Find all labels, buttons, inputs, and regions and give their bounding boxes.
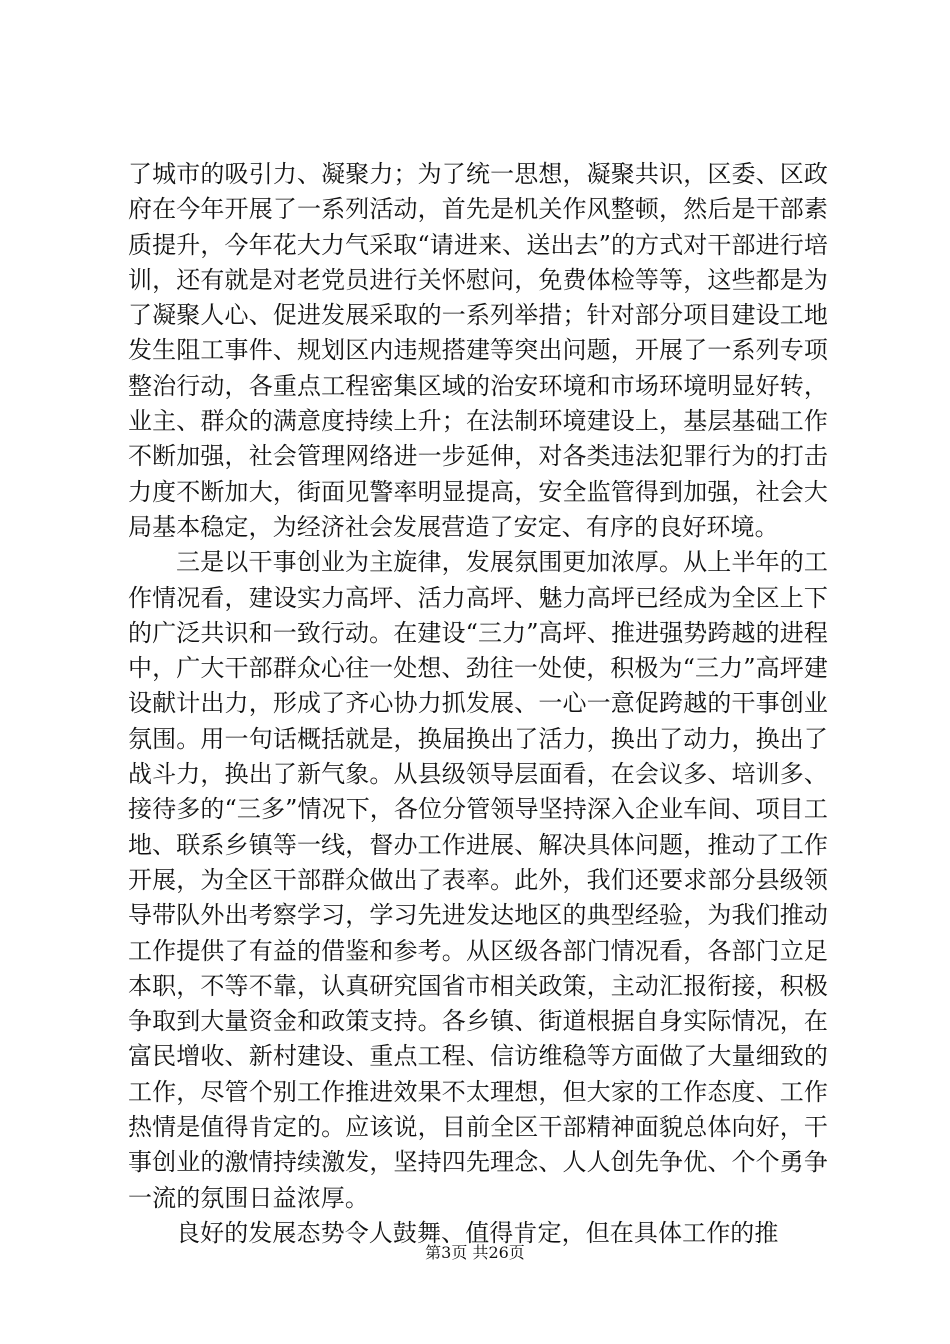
- page-number: 第3页 共26页: [425, 1243, 525, 1262]
- paragraph-2: 三是以干事创业为主旋律，发展氛围更加浓厚。从上半年的工作情况看，建设实力高坪、活力高坪、魅力高坪已经成为全区上下的广泛共识和一致行动。在建设“三力”高坪、推进强势跨越的进程中，广大干部群众心往一处想、劲往一处使，积极为“三力”高坪建设献计出力，形成了齐心协力抓发展、一心一意促跨越的干事创业氛围。用一句话概括就是，换届换出了活力，换出了动力，换出了战斗力，换出了新气象。从县级领导层面看，在会议多、培训多、接待多的“三多”情况下，各位分管领导坚持深入企业车间、项目工地、联系乡镇等一线，督办工作进展、解决具体问题，推动了工作开展，为全区干部群众做出了表率。此外，我们还要求部分县级领导带队外出考察学习，学习先进发达地区的典型经验，为我们推动工作提供了有益的借鉴和参考。从区级各部门情况看，各部门立足本职，不等不靠，认真研究国省市相关政策，主动汇报衔接，积极争取到大量资金和政策支持。各乡镇、街道根据自身实际情况，在富民增收、新村建设、重点工程、信访维稳等方面做了大量细致的工作，尽管个别工作推进效果不太理想，但大家的工作态度、工作热情是值得肯定的。应该说，目前全区干部精神面貌总体向好，干事创业的激情持续激发，坚持四先理念、人人创先争优、个个勇争一流的氛围日益浓厚。: [128, 548, 828, 1212]
- paragraph-1: 了城市的吸引力、凝聚力；为了统一思想，凝聚共识，区委、区政府在今年开展了一系列活动，首先是机关作风整顿，然后是干部素质提升，今年花大力气采取“请进来、送出去”的方式对干部进行培训，还有就是对老党员进行关怀慰问，免费体检等等，这些都是为了凝聚人心、促进发展采取的一系列举措；针对部分项目建设工地发生阻工事件、规划区内违规搭建等突出问题，开展了一系列专项整治行动，各重点工程密集区域的治安环境和市场环境明显好转，业主、群众的满意度持续上升；在法制环境建设上，基层基础工作不断加强，社会管理网络进一步延伸，对各类违法犯罪行为的打击力度不断加大，街面见警率明显提高，安全监管得到加强，社会大局基本稳定，为经济社会发展营造了安定、有序的良好环境。: [128, 160, 828, 541]
- page-footer: [0, 1240, 950, 1263]
- document-body: [128, 157, 828, 1251]
- paragraph-3: 良好的发展态势令人鼓舞、值得肯定，但在具体工作的推: [176, 1218, 779, 1247]
